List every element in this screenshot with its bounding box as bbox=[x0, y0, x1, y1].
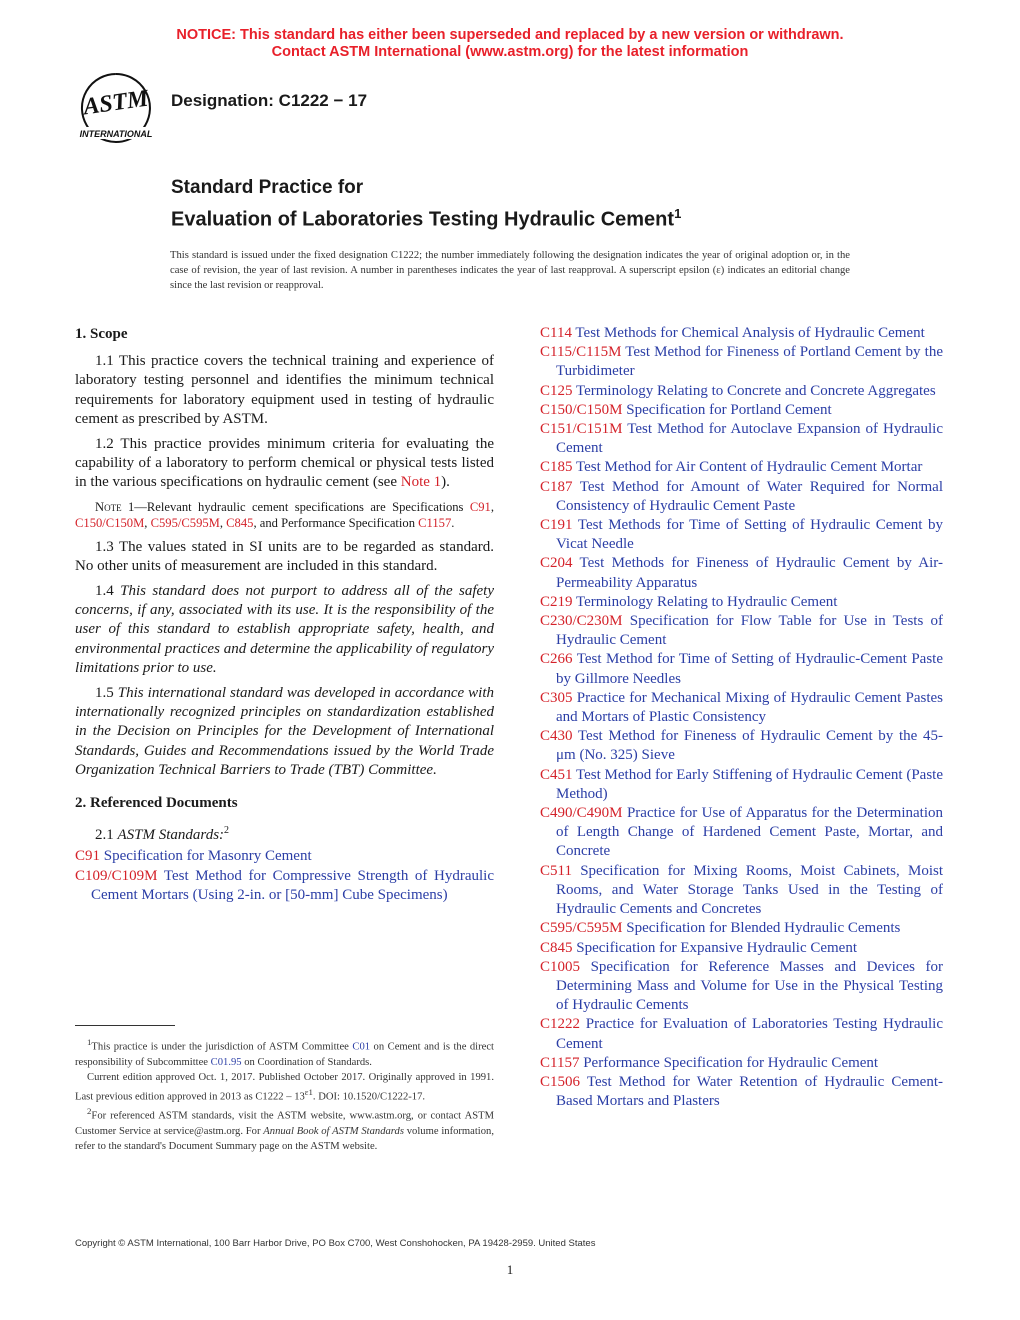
footnote-2: $^2$For referenced ASTM standards, visit the ASTM website, www.astm.org, or contact ASTM Customer Service at service@astm.org. For Annual Book of ASTM Standards volume information, refer to the standard's Document Summary page on the ASTM website. bbox=[75, 1106, 494, 1152]
reference-title[interactable]: Test Method for Autoclave Expansion of Hydraulic Cement bbox=[556, 421, 943, 457]
section-2-1: 2.1 ASTM Standards:$^2$ bbox=[95, 825, 230, 844]
reference-title[interactable]: Practice for Use of Apparatus for the Determination of Length Change of Hardened Cement Paste, Mortar, and Concrete bbox=[556, 805, 943, 860]
section-1-2: 1.2 This practice provides minimum criteria for evaluating the capability of a laboratory to perform chemical or physical tests listed in the various specifications on hydraulic cement (see Note 1). bbox=[75, 436, 494, 491]
reference-item[interactable] bbox=[75, 867, 494, 905]
copyright: Copyright © ASTM International, 100 Barr Harbor Drive, PO Box C700, West Conshohocken, PA 19428-2959. United States bbox=[75, 1238, 596, 1249]
reference-code[interactable]: C219 bbox=[540, 593, 573, 610]
note-ref-link[interactable]: C595/C595M bbox=[150, 516, 220, 531]
issuance-intro: This standard is issued under the fixed designation C1222; the number immediately following the designation indicates the year of original adoption or, in the case of revision, the year of last revision. A number in parentheses indicates the year of last reapproval. A superscript epsilon (ε) indicates an editorial change since the last revision or reapproval. bbox=[170, 250, 850, 291]
reference-item[interactable] bbox=[540, 401, 943, 420]
reference-code[interactable]: C1222 bbox=[540, 1016, 581, 1033]
reference-item[interactable] bbox=[540, 593, 943, 612]
reference-title[interactable]: Practice for Evaluation of Laboratories Testing Hydraulic Cement bbox=[556, 1016, 943, 1052]
reference-item[interactable] bbox=[540, 458, 943, 477]
footnotes bbox=[75, 1035, 494, 1154]
subcommittee-link[interactable]: C01.95 bbox=[210, 1056, 242, 1068]
reference-title[interactable]: Specification for Flow Table for Use in Tests of Hydraulic Cement bbox=[556, 613, 943, 649]
reference-item[interactable] bbox=[540, 478, 943, 516]
note-ref-link[interactable]: C91 bbox=[469, 499, 491, 514]
notice-line-2: Contact ASTM International (www.astm.org) for the latest information bbox=[271, 44, 749, 60]
reference-code[interactable]: C187 bbox=[540, 478, 573, 495]
reference-item[interactable] bbox=[540, 650, 943, 688]
reference-code[interactable]: C125 bbox=[540, 382, 573, 399]
reference-item[interactable] bbox=[540, 919, 943, 938]
reference-code[interactable]: C595/C595M bbox=[540, 920, 623, 937]
scope-heading: 1. Scope bbox=[75, 326, 128, 342]
reference-code[interactable]: C191 bbox=[540, 517, 573, 534]
note-ref-link[interactable]: C845 bbox=[226, 516, 254, 531]
right-reference-list bbox=[540, 324, 943, 1111]
reference-code[interactable]: C430 bbox=[540, 728, 573, 745]
committee-link[interactable]: C01 bbox=[352, 1041, 371, 1053]
reference-title[interactable]: Test Methods for Fineness of Hydraulic Cement by Air-Permeability Apparatus bbox=[556, 555, 943, 591]
reference-item[interactable] bbox=[540, 612, 943, 650]
reference-code[interactable]: C451 bbox=[540, 766, 573, 783]
reference-title[interactable]: Test Method for Fineness of Portland Cement by the Turbidimeter bbox=[556, 344, 943, 380]
reference-title[interactable]: Specification for Masonry Cement bbox=[100, 848, 312, 865]
note-ref-link[interactable]: C1157 bbox=[418, 516, 452, 531]
note-ref-link[interactable]: C150/C150M bbox=[75, 516, 145, 531]
reference-code[interactable]: C511 bbox=[540, 862, 572, 879]
reference-title[interactable]: Test Method for Early Stiffening of Hydraulic Cement (Paste Method) bbox=[556, 766, 943, 802]
reference-item[interactable] bbox=[540, 382, 943, 401]
reference-title[interactable]: Test Method for Water Retention of Hydraulic Cement-Based Mortars and Plasters bbox=[556, 1073, 943, 1110]
reference-item[interactable] bbox=[540, 516, 943, 554]
reference-code[interactable]: C1005 bbox=[540, 958, 581, 975]
left-column bbox=[75, 325, 494, 905]
reference-code[interactable]: C115/C115M bbox=[540, 344, 622, 361]
reference-code[interactable]: C150/C150M bbox=[540, 401, 623, 418]
reference-title[interactable]: Specification for Blended Hydraulic Cements bbox=[622, 920, 901, 937]
svg-text:ASTM: ASTM bbox=[81, 85, 151, 121]
reference-code[interactable]: C230/C230M bbox=[540, 613, 623, 630]
reference-code[interactable]: C1506 bbox=[540, 1073, 581, 1090]
title-line-2: Evaluation of Laboratories Testing Hydraulic Cement$^1$ bbox=[171, 206, 682, 231]
svg-text:INTERNATIONAL: INTERNATIONAL bbox=[79, 129, 153, 139]
reference-title[interactable]: Test Methods for Time of Setting of Hydraulic Cement by Vicat Needle bbox=[556, 517, 943, 553]
reference-code[interactable]: C845 bbox=[540, 939, 573, 956]
reference-code[interactable]: C114 bbox=[540, 325, 572, 341]
reference-code[interactable]: C305 bbox=[540, 689, 573, 706]
reference-code[interactable]: C109/C109M bbox=[75, 867, 158, 884]
reference-code[interactable]: C185 bbox=[540, 459, 573, 476]
note-1-link[interactable]: Note 1 bbox=[400, 474, 442, 491]
note-1: Note 1—Relevant hydraulic cement specifications are Specifications C91, C150/C150M, C595/C595M, C845, and Performance Specification C1157. bbox=[75, 499, 494, 531]
notice-line-1: NOTICE: This standard has either been superseded and replaced by a new version or withdrawn. bbox=[176, 27, 844, 43]
page-number: 1 bbox=[506, 1262, 514, 1277]
reference-item[interactable] bbox=[540, 804, 943, 862]
reference-code[interactable]: C151/C151M bbox=[540, 421, 623, 438]
footnote-divider bbox=[75, 1025, 175, 1026]
reference-title[interactable]: Test Method for Air Content of Hydraulic Cement Mortar bbox=[572, 459, 923, 476]
reference-title[interactable]: Specification for Reference Masses and Devices for Determining Mass and Volume for Use in the Physical Testing of Hydraulic Cements bbox=[556, 958, 943, 1014]
reference-item[interactable] bbox=[540, 689, 943, 727]
designation: Designation: C1222 − 17 bbox=[171, 91, 368, 110]
reference-item[interactable] bbox=[540, 1015, 943, 1053]
referenced-documents-heading: 2. Referenced Documents bbox=[75, 795, 238, 812]
reference-item[interactable] bbox=[540, 1054, 943, 1073]
reference-title[interactable]: Specification for Portland Cement bbox=[622, 401, 832, 418]
reference-item[interactable] bbox=[75, 847, 494, 866]
reference-code[interactable]: C266 bbox=[540, 651, 573, 668]
reference-item[interactable] bbox=[540, 420, 943, 458]
reference-item[interactable] bbox=[540, 727, 943, 765]
reference-title[interactable]: Test Method for Fineness of Hydraulic Cement by the 45-μm (No. 325) Sieve bbox=[556, 728, 943, 764]
reference-title[interactable]: Practice for Mechanical Mixing of Hydraulic Cement Pastes and Mortars of Plastic Consistency bbox=[556, 689, 943, 726]
reference-code[interactable]: C91 bbox=[75, 848, 101, 865]
footnote-1: $^1$This practice is under the jurisdiction of ASTM Committee C01 on Cement and is the direct responsibility of Subcommittee C01.95 on Coordination of Standards. bbox=[75, 1037, 495, 1068]
section-1-5: 1.5 This international standard was developed in accordance with internationally recognized principles on standardization established in the Decision on Principles for the Development of International Standards, Guides and Recommendations issued by the World Trade Organization Technical Barriers to Trade (TBT) Committee. bbox=[75, 685, 494, 778]
reference-title[interactable]: Test Method for Time of Setting of Hydraulic-Cement Paste by Gillmore Needles bbox=[556, 651, 943, 687]
reference-item[interactable] bbox=[540, 554, 943, 592]
reference-title[interactable]: Specification for Mixing Rooms, Moist Cabinets, Moist Rooms, and Water Storage Tanks Used in the Testing of Hydraulic Cements and Concretes bbox=[556, 862, 943, 918]
astm-logo-icon bbox=[70, 70, 162, 148]
section-1-4: 1.4 This standard does not purport to address all of the safety concerns, if any, associated with its use. It is the responsibility of the user of this standard to establish appropriate safety, health, and environmental practices and determine the applicability of regulatory limitations prior to use. bbox=[75, 583, 495, 676]
reference-code[interactable]: C204 bbox=[540, 555, 573, 572]
reference-title[interactable]: Terminology Relating to Concrete and Concrete Aggregates bbox=[572, 382, 936, 399]
reference-item[interactable] bbox=[540, 939, 943, 958]
reference-code[interactable]: C1157 bbox=[540, 1054, 580, 1071]
reference-item[interactable] bbox=[540, 766, 943, 804]
reference-code[interactable]: C490/C490M bbox=[540, 805, 623, 822]
reference-title[interactable]: Test Method for Amount of Water Required for Normal Consistency of Hydraulic Cement Paste bbox=[556, 478, 943, 514]
withdrawal-notice bbox=[0, 27, 1020, 61]
reference-title[interactable]: Performance Specification for Hydraulic Cement bbox=[579, 1054, 879, 1071]
reference-title[interactable]: Specification for Expansive Hydraulic Cement bbox=[572, 939, 858, 956]
left-reference-list bbox=[75, 847, 494, 905]
reference-item[interactable] bbox=[540, 324, 943, 343]
reference-item[interactable] bbox=[540, 1073, 943, 1111]
reference-item[interactable] bbox=[540, 958, 943, 1016]
reference-item[interactable] bbox=[540, 343, 943, 381]
section-1-3: 1.3 The values stated in SI units are to be regarded as standard. No other units of measurement are included in this standard. bbox=[75, 538, 494, 574]
title-line-1: Standard Practice for bbox=[171, 177, 364, 198]
reference-title[interactable]: Test Methods for Chemical Analysis of Hydraulic Cement bbox=[571, 325, 925, 341]
footnote-1-edition: Current edition approved Oct. 1, 2017. Published October 2017. Originally approved in 1991. Last previous edition approved in 2013 as $C1222 - 13^{\varepsilon 1}$. DOI: 10.1520/C1222-17. bbox=[75, 1071, 494, 1103]
reference-item[interactable] bbox=[540, 862, 943, 920]
title-footnote-mark: 1 bbox=[674, 206, 682, 221]
document-title bbox=[171, 175, 681, 233]
section-1-1: 1.1 This practice covers the technical training and experience of laboratory testing personnel and identifies the minimum technical requirements for laboratory equipment used in testing of hydraulic cement as prescribed by ASTM. bbox=[75, 353, 494, 427]
reference-title[interactable]: Terminology Relating to Hydraulic Cement bbox=[572, 593, 838, 610]
reference-title[interactable]: Test Method for Compressive Strength of Hydraulic Cement Mortars (Using 2-in. or [50-mm] Cube Specimens) bbox=[91, 867, 494, 903]
